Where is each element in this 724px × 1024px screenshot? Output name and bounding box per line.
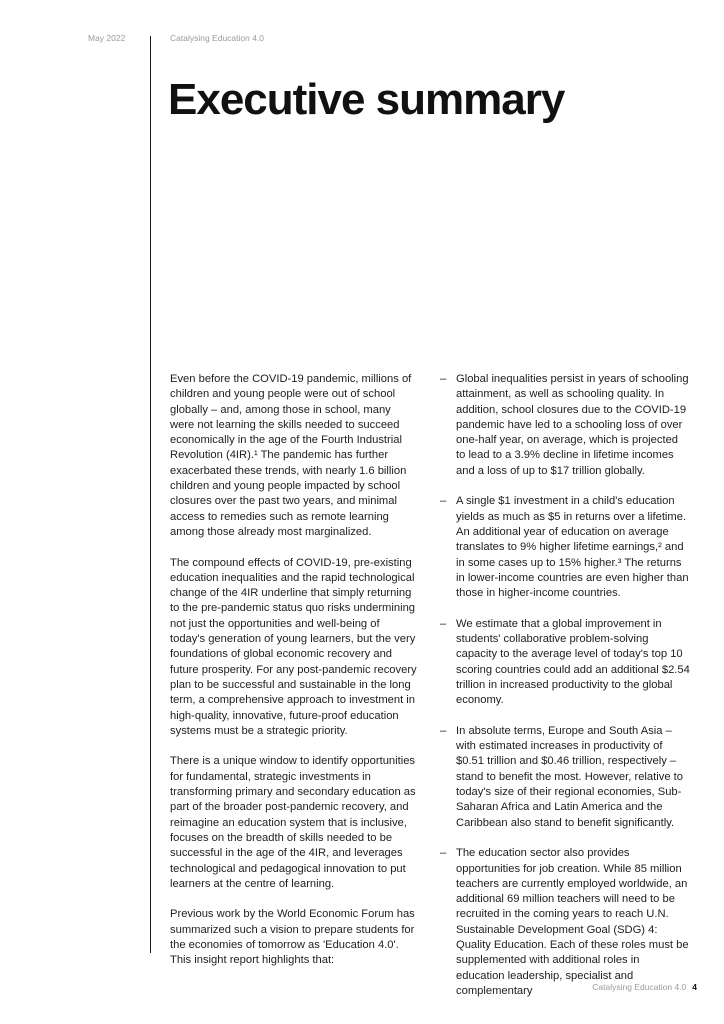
dash-marker: – <box>440 724 447 737</box>
vertical-divider <box>150 36 151 953</box>
page-footer <box>592 982 697 992</box>
body-paragraph: Previous work by the World Economic Forum has summarized such a vision to prepare students for the economies of tomorrow as 'Education 4.0'. This insight report highlights that: <box>170 908 415 967</box>
bullet-item <box>440 617 690 709</box>
bullet-item <box>440 846 690 999</box>
bullet-text: In absolute terms, Europe and South Asia – with estimated increases in productivity of $0.51 trillion and $0.46 trillion, respectively – stand to benefit the most. However, relative to today's size of their regional economies, Sub-Saharan Africa and Latin America and the Caribbean also stand to benefit significantly. <box>456 724 683 829</box>
footer-report-title: Catalysing Education 4.0 <box>592 982 687 992</box>
dash-marker: – <box>440 495 447 508</box>
page-number: 4 <box>692 982 697 992</box>
dash-marker: – <box>440 373 447 385</box>
page-title: Executive summary <box>168 75 565 124</box>
bullet-list <box>440 372 690 999</box>
bullet-item <box>440 724 690 831</box>
bullet-item <box>440 494 690 601</box>
dash-marker: – <box>440 847 447 860</box>
header-report-title: Catalysing Education 4.0 <box>170 33 265 43</box>
body-paragraph: Even before the COVID-19 pandemic, millions of children and young people were out of school globally – and, among those in school, many were not learning the skills needed to succeed economically in the age of the Fourth Industrial Revolution (4IR).¹ The pandemic has further exacerbated these trends, with nearly 1.6 billion children and young people impacted by school closures over the past two years, and minimal access to remedies such as remote learning among those already most marginalized. <box>170 373 412 538</box>
bullet-text: We estimate that a global improvement in students' collaborative problem-solving capacity to the average level of today's top 10 scoring countries could add an additional $2.54 trillion in increased productivity to the global economy. <box>456 617 690 707</box>
dash-marker: – <box>440 617 447 630</box>
header-date: May 2022 <box>88 33 126 43</box>
right-column <box>440 372 690 1014</box>
left-column <box>170 372 417 984</box>
bullet-item <box>440 372 690 479</box>
body-paragraph: The compound effects of COVID-19, pre-existing education inequalities and the rapid technological change of the 4IR underline that simply returning to the pre-pandemic status quo risks undermining not just the opportunities and well-being of today's generation of young learners, but the very foundations of global economic recovery and future prosperity. For any post-pandemic recovery plan to be successful and sustainable in the long term, a comprehensive approach to investment in high-quality, innovative, future-proof education systems must be a strategic priority. <box>170 556 417 737</box>
bullet-text: Global inequalities persist in years of schooling attainment, as well as schooling quality. In addition, school closures due to the COVID-19 pandemic have led to a schooling loss of over one-half year, on average, which is projected to lead to a 3.9% decline in lifetime incomes and a loss of up to $17 trillion globally. <box>456 373 689 477</box>
bullet-text: A single $1 investment in a child's education yields as much as $5 in returns over a lifetime. An additional year of education on average translates to 9% higher lifetime earnings,² and in some cases up to 15% higher.³ The returns in lower-income countries are even higher than those in higher-income countries. <box>456 495 689 600</box>
body-paragraph: There is a unique window to identify opportunities for fundamental, strategic investments in transforming primary and secondary education as part of the broader post-pandemic recovery, and reimagine an education system that is inclusive, focuses on the breadth of skills needed to be successful in the age of the 4IR, and leverages technological and pedagogical innovation to put learners at the centre of learning. <box>170 755 416 890</box>
bullet-text: The education sector also provides opportunities for job creation. While 85 million teachers are currently employed worldwide, an additional 69 million teachers will need to be recruited in the coming years to reach U.N. Sustainable Development Goal (SDG) 4: Quality Education. Each of these roles must be supplemented with additional roles in education leadership, specialist and complementary <box>456 847 689 997</box>
